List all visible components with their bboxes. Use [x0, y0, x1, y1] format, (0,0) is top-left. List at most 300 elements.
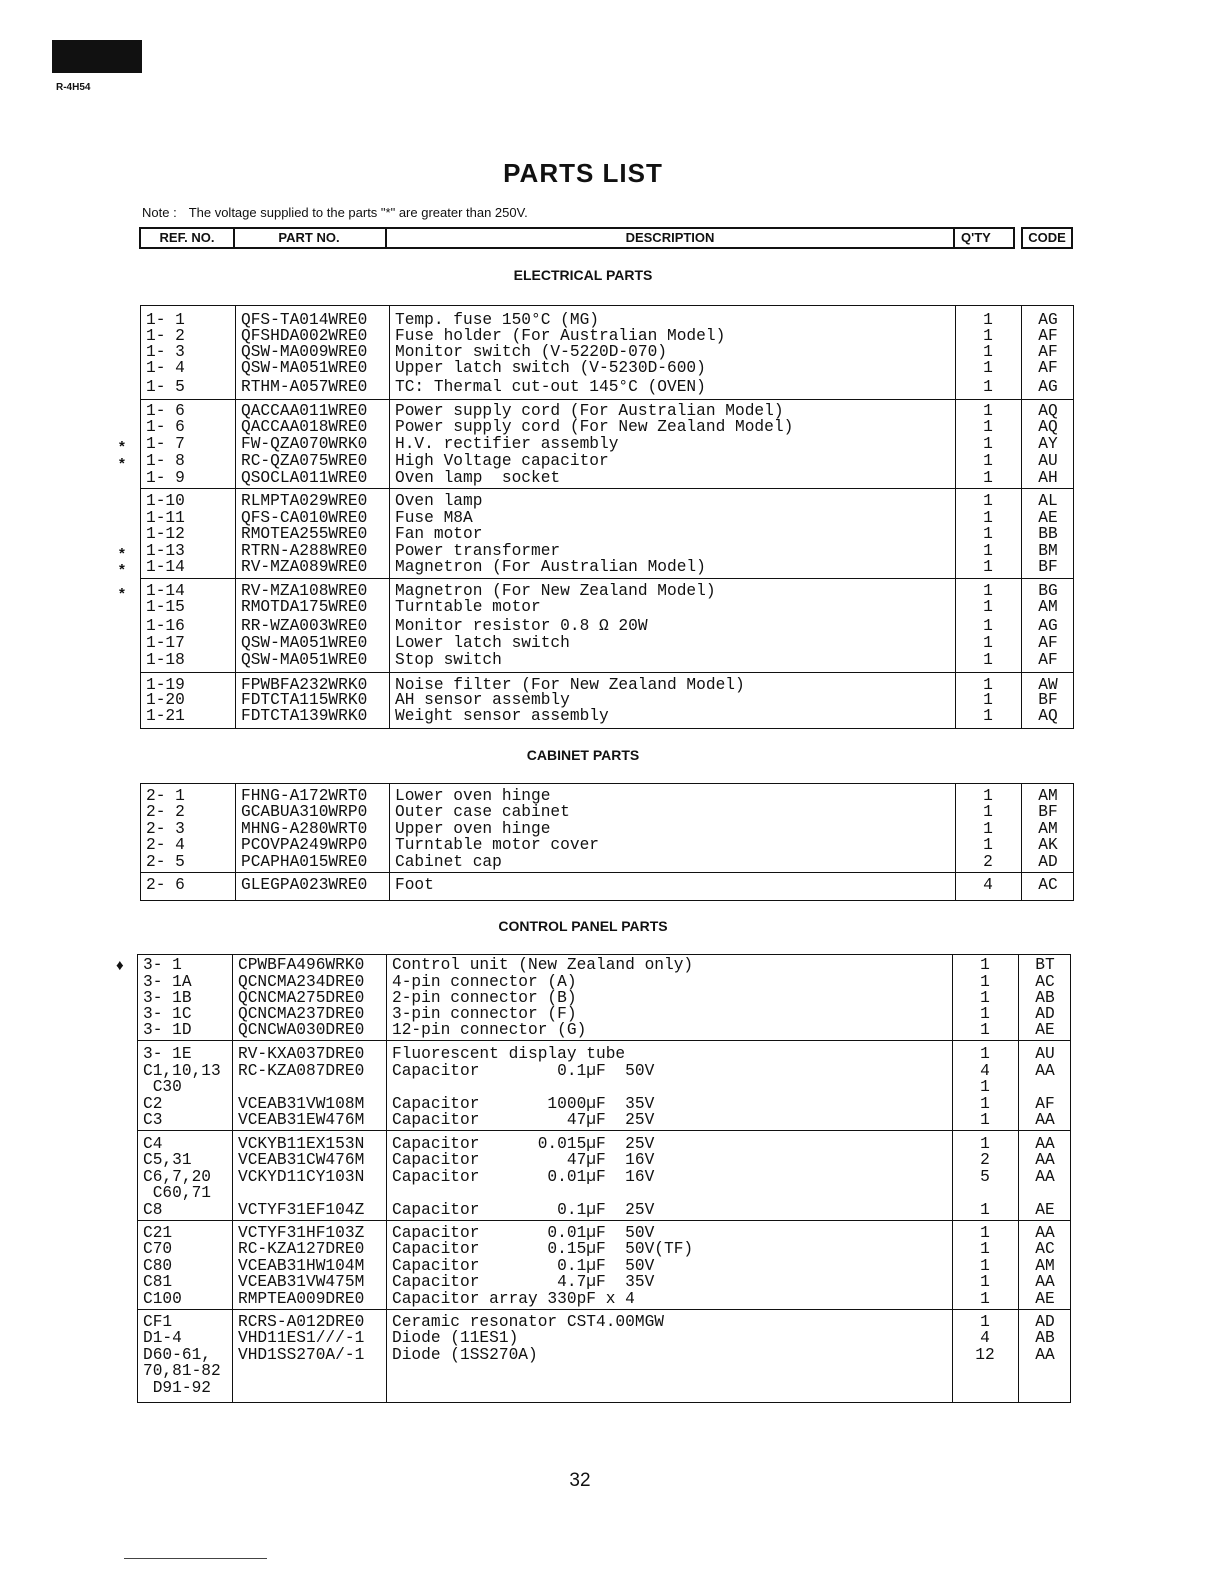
quantity: 1 [983, 836, 993, 854]
description: Control unit (New Zealand only) [392, 956, 694, 974]
table-row [138, 990, 1070, 1006]
ref-no: 1- 5 [146, 378, 185, 396]
part-no: FDTCTA115WRK0 [241, 691, 368, 709]
page-number: 32 [569, 1470, 591, 1491]
quantity: 1 [983, 558, 993, 576]
part-no: QCNCMA275DRE0 [238, 989, 365, 1007]
part-no: MHNG-A280WRT0 [241, 820, 368, 838]
ref-no: 3- 1E [143, 1045, 192, 1063]
quantity: 1 [980, 1257, 990, 1275]
group-divider [138, 1130, 1070, 1131]
part-no: FW-QZA070WRK0 [241, 435, 368, 453]
code: AB [1035, 1329, 1055, 1347]
table-row [138, 1169, 1070, 1185]
group-divider [141, 488, 1073, 489]
table-row [119, 582, 1073, 602]
group-divider [141, 578, 1073, 579]
part-no: VCTYF31EF104Z [238, 1201, 365, 1219]
description: Capacitor 0.01µF 50V [392, 1224, 655, 1242]
part-no: VCKYB11EX153N [238, 1135, 365, 1153]
description: TC: Thermal cut-out 145°C (OVEN) [395, 378, 706, 396]
ref-no: 1-21 [146, 707, 185, 725]
ref-no: 1-14 [146, 558, 185, 576]
section-title: CONTROL PANEL PARTS [498, 918, 668, 934]
ref-no: 1- 1 [146, 311, 185, 329]
quantity: 1 [983, 676, 993, 694]
ref-no: C4 [143, 1135, 163, 1153]
part-no: QSW-MA051WRE0 [241, 651, 368, 669]
code: AF [1038, 651, 1058, 669]
description: Fuse holder (For Australian Model) [395, 327, 726, 345]
parts-table [140, 783, 1074, 901]
table-row [138, 1202, 1070, 1218]
quantity: 1 [983, 359, 993, 377]
ref-no: C8 [143, 1201, 163, 1219]
quantity: 1 [980, 1290, 990, 1308]
voltage-note [142, 205, 528, 220]
table-row [138, 1046, 1070, 1062]
quantity: 1 [983, 311, 993, 329]
description: Fluorescent display tube [392, 1045, 626, 1063]
description: Turntable motor cover [395, 836, 599, 854]
description: Power supply cord (For New Zealand Model) [395, 418, 794, 436]
quantity: 1 [983, 327, 993, 345]
table-row [141, 877, 1073, 893]
table-row [119, 542, 1073, 562]
table-row [138, 1079, 1070, 1095]
description: Capacitor 1000µF 35V [392, 1095, 655, 1113]
code: AF [1038, 359, 1058, 377]
table-row [138, 1096, 1070, 1112]
table-row [119, 452, 1073, 472]
code: AQ [1038, 402, 1058, 420]
part-no: VCEAB31HW104M [238, 1257, 365, 1275]
ref-no: 2- 5 [146, 853, 185, 871]
description: Capacitor 47µF 25V [392, 1111, 655, 1129]
code: AA [1035, 1062, 1055, 1080]
ref-no: 1-16 [146, 617, 185, 635]
code: AA [1035, 1346, 1055, 1364]
description: Outer case cabinet [395, 803, 570, 821]
table-row [138, 1006, 1070, 1022]
table-row [141, 419, 1073, 435]
table-row [141, 837, 1073, 853]
table-row [141, 510, 1073, 526]
quantity: 1 [983, 542, 993, 560]
code: AU [1035, 1045, 1055, 1063]
table-row [138, 1225, 1070, 1241]
code: AG [1038, 311, 1058, 329]
description: Lower oven hinge [395, 787, 551, 805]
code: BF [1038, 691, 1058, 709]
quantity: 1 [983, 803, 993, 821]
ref-no: 1-13 [146, 542, 185, 560]
diamond-marker: ♦ [116, 957, 124, 974]
code: AG [1038, 378, 1058, 396]
part-no: RV-MZA108WRE0 [241, 582, 368, 600]
description: 3-pin connector (F) [392, 1005, 577, 1023]
quantity: 1 [983, 378, 993, 396]
description: H.V. rectifier assembly [395, 435, 619, 453]
code: AC [1035, 973, 1055, 991]
code: AY [1038, 435, 1058, 453]
ref-no: 2- 2 [146, 803, 185, 821]
ref-no: C3 [143, 1111, 163, 1129]
quantity: 1 [980, 956, 990, 974]
description: Capacitor 0.1µF 50V [392, 1062, 655, 1080]
part-no: QACCAA011WRE0 [241, 402, 368, 420]
ref-no: 1-14 [146, 582, 185, 600]
code: AC [1035, 1240, 1055, 1258]
description: Upper latch switch (V-5230D-600) [395, 359, 706, 377]
quantity: 1 [980, 989, 990, 1007]
table-row [138, 1136, 1070, 1152]
quantity: 1 [983, 651, 993, 669]
table-row [141, 493, 1073, 509]
code: AA [1035, 1273, 1055, 1291]
description: Foot [395, 876, 434, 894]
code: AM [1038, 598, 1058, 616]
ref-no: 1- 6 [146, 402, 185, 420]
part-no: QCNCMA234DRE0 [238, 973, 365, 991]
ref-no: 1-11 [146, 509, 185, 527]
part-no: RC-KZA127DRE0 [238, 1240, 365, 1258]
description: 12-pin connector (G) [392, 1021, 587, 1039]
part-no: RMOTEA255WRE0 [241, 525, 368, 543]
section-title: ELECTRICAL PARTS [513, 267, 653, 283]
description: Monitor resistor 0.8 Ω 20W [395, 617, 648, 635]
part-no: RMOTDA175WRE0 [241, 598, 368, 616]
quantity: 1 [980, 1224, 990, 1242]
table-row [116, 956, 1070, 974]
section-title: CABINET PARTS [526, 747, 640, 763]
part-no: QSW-MA009WRE0 [241, 343, 368, 361]
ref-no: 1- 4 [146, 359, 185, 377]
description: Capacitor 0.015µF 25V [392, 1135, 655, 1153]
part-no: QFS-TA014WRE0 [241, 311, 368, 329]
code: AM [1038, 787, 1058, 805]
part-no: RTRN-A288WRE0 [241, 542, 368, 560]
quantity: 1 [983, 525, 993, 543]
description: Monitor switch (V-5220D-070) [395, 343, 667, 361]
part-no: VHD11ES1///-1 [238, 1329, 365, 1347]
part-no: VCEAB31VW475M [238, 1273, 365, 1291]
part-no: CPWBFA496WRK0 [238, 956, 365, 974]
description: Capacitor 0.15µF 50V(TF) [392, 1240, 694, 1258]
code: AE [1035, 1021, 1055, 1039]
table-row [141, 635, 1073, 651]
code: BG [1038, 582, 1058, 600]
code: AF [1038, 634, 1058, 652]
ref-no: 3- 1C [143, 1005, 192, 1023]
part-no: FHNG-A172WRT0 [241, 787, 368, 805]
description: 2-pin connector (B) [392, 989, 577, 1007]
ref-no: 3- 1A [143, 973, 192, 991]
part-no: RC-KZA087DRE0 [238, 1062, 365, 1080]
part-no: GLEGPA023WRE0 [241, 876, 368, 894]
table-row [141, 599, 1073, 615]
quantity: 1 [980, 1005, 990, 1023]
part-no: QACCAA018WRE0 [241, 418, 368, 436]
ref-no: C1,10,13 [143, 1062, 221, 1080]
part-no: RV-MZA089WRE0 [241, 558, 368, 576]
table-row [141, 312, 1073, 328]
quantity: 1 [983, 707, 993, 725]
ref-no: D60-61, [143, 1346, 211, 1364]
ref-no: 1-17 [146, 634, 185, 652]
code: BF [1038, 803, 1058, 821]
high-voltage-marker: * [119, 561, 125, 578]
description: Oven lamp [395, 492, 483, 510]
quantity: 1 [980, 1111, 990, 1129]
ref-no: 2- 1 [146, 787, 185, 805]
table-row [138, 1347, 1070, 1363]
part-no: RR-WZA003WRE0 [241, 617, 368, 635]
code: AA [1035, 1168, 1055, 1186]
ref-no: 70,81-82 [143, 1362, 221, 1380]
group-divider [138, 1220, 1070, 1221]
code: AA [1035, 1111, 1055, 1129]
table-row [138, 1363, 1070, 1379]
parts-table [116, 954, 1071, 1403]
high-voltage-marker: * [119, 545, 125, 562]
quantity: 4 [980, 1062, 990, 1080]
table-row [141, 618, 1073, 634]
code: AQ [1038, 418, 1058, 436]
description: Stop switch [395, 651, 502, 669]
description: Lower latch switch [395, 634, 570, 652]
quantity: 1 [983, 343, 993, 361]
description: Weight sensor assembly [395, 707, 609, 725]
code: BB [1038, 525, 1058, 543]
quantity: 1 [983, 787, 993, 805]
table-row [141, 470, 1073, 486]
code: AM [1035, 1257, 1055, 1275]
description: Diode (1SS270A) [392, 1346, 538, 1364]
quantity: 1 [983, 402, 993, 420]
part-no: QFSHDA002WRE0 [241, 327, 368, 345]
table-row [141, 379, 1073, 395]
part-no: RV-KXA037DRE0 [238, 1045, 365, 1063]
code: AG [1038, 617, 1058, 635]
header-ref: REF. NO. [139, 227, 235, 249]
group-divider [138, 1040, 1070, 1041]
code: AD [1035, 1313, 1055, 1331]
ref-no: 1-19 [146, 676, 185, 694]
quantity: 1 [983, 469, 993, 487]
header-qty: Q'TY [955, 227, 1015, 249]
column-header [139, 227, 1073, 247]
part-no: VCKYD11CY103N [238, 1168, 365, 1186]
quantity: 1 [983, 634, 993, 652]
description: Magnetron (For Australian Model) [395, 558, 706, 576]
ref-no: 1-20 [146, 691, 185, 709]
part-no: RMPTEA009DRE0 [238, 1290, 365, 1308]
table-row [138, 1274, 1070, 1290]
description: Oven lamp socket [395, 469, 561, 487]
table-row [138, 1112, 1070, 1128]
table-row [138, 1330, 1070, 1346]
code: AU [1038, 452, 1058, 470]
ref-no: C100 [143, 1290, 182, 1308]
ref-no: 1- 6 [146, 418, 185, 436]
quantity: 1 [980, 1313, 990, 1331]
ref-no: 2- 4 [146, 836, 185, 854]
quantity: 5 [980, 1168, 990, 1186]
ref-no: C5,31 [143, 1151, 192, 1169]
table-row [138, 1185, 1070, 1201]
description: High Voltage capacitor [395, 452, 609, 470]
code: AL [1038, 492, 1058, 510]
table-row [141, 403, 1073, 419]
group-divider [138, 1309, 1070, 1310]
part-no: FDTCTA139WRK0 [241, 707, 368, 725]
part-no: VHD1SS270A/-1 [238, 1346, 365, 1364]
quantity: 1 [980, 1095, 990, 1113]
table-row [138, 1152, 1070, 1168]
code: AK [1038, 836, 1058, 854]
ref-no: C70 [143, 1240, 173, 1258]
part-no: QFS-CA010WRE0 [241, 509, 368, 527]
table-row [141, 328, 1073, 344]
description: Magnetron (For New Zealand Model) [395, 582, 716, 600]
quantity: 1 [980, 1045, 990, 1063]
ref-no: C81 [143, 1273, 173, 1291]
high-voltage-marker: * [119, 585, 125, 602]
ref-no: 1- 8 [146, 452, 185, 470]
ref-no: D1-4 [143, 1329, 182, 1347]
code: AH [1038, 469, 1058, 487]
description: Capacitor 0.1µF 25V [392, 1201, 655, 1219]
table-row [138, 974, 1070, 990]
description: Fan motor [395, 525, 483, 543]
table-row [138, 1291, 1070, 1307]
part-no: PCOVPA249WRP0 [241, 836, 368, 854]
description: Temp. fuse 150°C (MG) [395, 311, 599, 329]
part-no: VCTYF31HF103Z [238, 1224, 365, 1242]
table-row [138, 1241, 1070, 1257]
table-row [119, 435, 1073, 455]
ref-no: 2- 6 [146, 876, 185, 894]
description: Capacitor 47µF 16V [392, 1151, 655, 1169]
ref-no: 3- 1D [143, 1021, 192, 1039]
footer-rule [124, 1558, 267, 1559]
ref-no: 3- 1B [143, 989, 192, 1007]
ref-no: C6,7,20 [143, 1168, 211, 1186]
description: Fuse M8A [395, 509, 473, 527]
description: 4-pin connector (A) [392, 973, 577, 991]
part-no: QCNCMA237DRE0 [238, 1005, 365, 1023]
ref-no: 1-18 [146, 651, 185, 669]
ref-no: 1- 3 [146, 343, 185, 361]
ref-no: C2 [143, 1095, 163, 1113]
quantity: 1 [980, 1135, 990, 1153]
part-no: VCEAB31CW476M [238, 1151, 365, 1169]
code: AF [1038, 343, 1058, 361]
quantity: 1 [983, 691, 993, 709]
group-divider [141, 672, 1073, 673]
ref-no: C21 [143, 1224, 173, 1242]
quantity: 1 [980, 973, 990, 991]
description: Cabinet cap [395, 853, 502, 871]
description: Capacitor array 330pF x 4 [392, 1290, 635, 1308]
description: Ceramic resonator CST4.00MGW [392, 1313, 664, 1331]
part-no: RCRS-A012DRE0 [238, 1313, 365, 1331]
part-no: RTHM-A057WRE0 [241, 378, 368, 396]
description: Capacitor 4.7µF 35V [392, 1273, 655, 1291]
ref-no: 3- 1 [143, 956, 182, 974]
table-row [119, 558, 1073, 578]
description: Power transformer [395, 542, 561, 560]
quantity: 1 [983, 492, 993, 510]
part-no: VCEAB31EW476M [238, 1111, 365, 1129]
code: AA [1035, 1224, 1055, 1242]
quantity: 1 [980, 1021, 990, 1039]
table-row [141, 652, 1073, 668]
ref-no: D91-92 [143, 1379, 211, 1397]
table-row [138, 1258, 1070, 1274]
ref-no: 1- 7 [146, 435, 185, 453]
quantity: 2 [983, 853, 993, 871]
code: AW [1038, 676, 1058, 694]
table-row [138, 1380, 1070, 1396]
parts-table [119, 305, 1074, 729]
table-row [141, 692, 1073, 708]
table-row [141, 344, 1073, 360]
quantity: 1 [980, 1273, 990, 1291]
code: BT [1035, 956, 1055, 974]
model-number: R-4H54 [56, 82, 91, 93]
group-divider [141, 399, 1073, 400]
description: Diode (11ES1) [392, 1329, 519, 1347]
description: Turntable motor [395, 598, 541, 616]
quantity: 1 [983, 418, 993, 436]
part-no: RLMPTA029WRE0 [241, 492, 368, 510]
header-code: CODE [1021, 227, 1073, 249]
part-no: GCABUA310WRP0 [241, 803, 368, 821]
part-no: QSOCLA011WRE0 [241, 469, 368, 487]
part-no: FPWBFA232WRK0 [241, 676, 368, 694]
ref-no: C80 [143, 1257, 173, 1275]
code: AE [1038, 509, 1058, 527]
quantity: 1 [983, 598, 993, 616]
table-row [141, 804, 1073, 820]
high-voltage-marker: * [119, 438, 125, 455]
ref-no: 1-12 [146, 525, 185, 543]
code: AE [1035, 1290, 1055, 1308]
code: AF [1038, 327, 1058, 345]
note-label: Note : [142, 205, 177, 220]
quantity: 1 [983, 452, 993, 470]
quantity: 4 [983, 876, 993, 894]
code: BM [1038, 542, 1058, 560]
table-row [141, 526, 1073, 542]
description: Upper oven hinge [395, 820, 551, 838]
code: AC [1038, 876, 1058, 894]
quantity: 4 [980, 1329, 990, 1347]
quantity: 1 [983, 617, 993, 635]
code: AD [1038, 853, 1058, 871]
part-no: VCEAB31VW108M [238, 1095, 365, 1113]
group-divider [141, 872, 1073, 873]
part-no: QSW-MA051WRE0 [241, 634, 368, 652]
quantity: 1 [983, 582, 993, 600]
quantity: 2 [980, 1151, 990, 1169]
header-description: DESCRIPTION [387, 227, 955, 249]
table-row [141, 708, 1073, 724]
quantity: 1 [983, 509, 993, 527]
table-row [141, 854, 1073, 870]
